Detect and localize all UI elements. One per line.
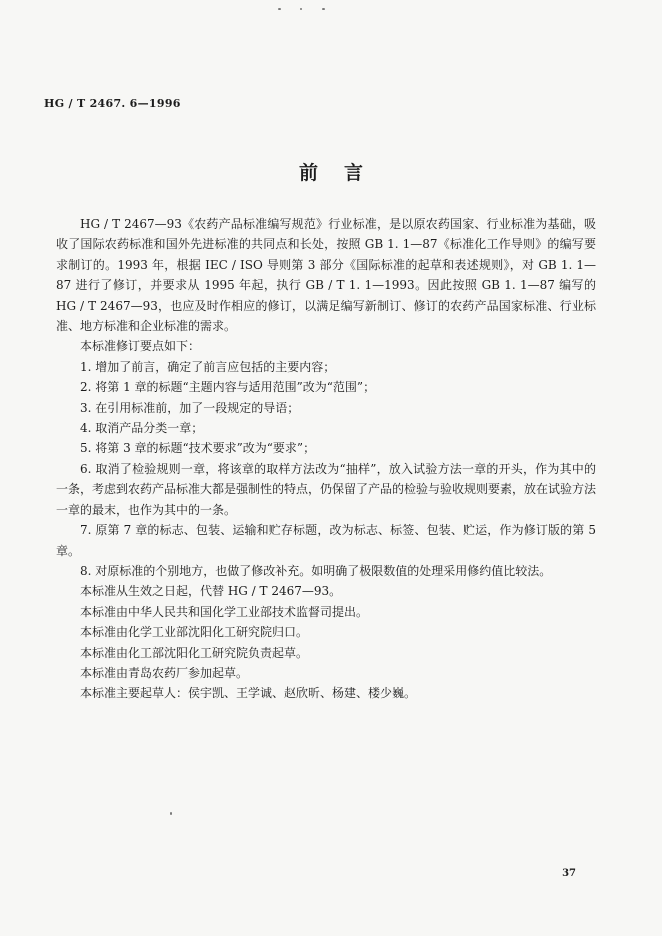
document-code: HG / T 2467. 6—1996 [44,97,181,110]
revision-item: 6. 取消了检验规则一章，将该章的取样方法改为“抽样”，放入试验方法一章的开头，作为其中的一条，考虑到农药产品标准大都是强制性的特点，仍保留了产品的检验与验收规则要素，放在试验方法一章的最末，也作为其中的一条。 [56,461,597,517]
foreword-body [56,214,596,704]
revision-item: 1. 增加了前言，确定了前言应包括的主要内容； [80,359,336,374]
page-number: 37 [562,868,576,879]
closing-line: 本标准由中华人民共和国化学工业部技术监督司提出。 [80,604,369,619]
revision-item: 3. 在引用标准前，加了一段规定的导语； [80,400,300,415]
closing-line: 本标准由化工部沈阳化工研究院负责起草。 [80,645,309,660]
scan-speck [322,8,325,10]
closing-line: 本标准由化学工业部沈阳化工研究院归口。 [80,625,309,640]
revision-item: 7. 原第 7 章的标志、包装、运输和贮存标题，改为标志、标签、包装、贮运，作为修订版的第 5 章。 [56,523,596,558]
scan-speck [300,8,302,10]
revision-item: 2. 将第 1 章的标题“主题内容与适用范围”改为“范围”； [80,380,376,395]
revision-item: 4. 取消产品分类一章； [80,421,204,436]
revision-item: 8. 对原标准的个别地方，也做了修改补充。如明确了极限数值的处理采用修约值比较法。 [80,563,552,578]
revision-intro: 本标准修订要点如下： [80,339,201,354]
revision-item: 5. 将第 3 章的标题“技术要求”改为“要求”； [80,441,316,456]
page-title: 前言 [298,162,389,184]
closing-line: 本标准由青岛农药厂参加起草。 [80,665,249,680]
scan-speck [278,8,281,10]
closing-line: 本标准从生效之日起，代替 HG / T 2467—93。 [80,584,342,599]
scan-speck [170,812,172,815]
intro-paragraph: HG / T 2467—93《农药产品标准编写规范》行业标准，是以原农药国家、行业标准为基础，吸收了国际农药标准和国外先进标准的共同点和长处，按照 GB 1. 1—87《标准化工作导则》的编写要求制订的。1993 年，根据 IEC / ISO 导则第 3 部分《国际标准的起草和表述规则》，对 GB 1. 1—87 进行了修订，并要求从 1995 年起，执行 GB / T 1. 1—1993。因此按照 GB 1. 1—87 编写的 HG / T 2467—93，也应及时作相应的修订，以满足编写新制订、修订的农药产品国家标准、行业标准、地方标准和企业标准的需求。 [56,217,596,334]
closing-line: 本标准主要起草人：侯宇凯、王学诚、赵欣昕、杨建、楼少巍。 [80,686,417,701]
